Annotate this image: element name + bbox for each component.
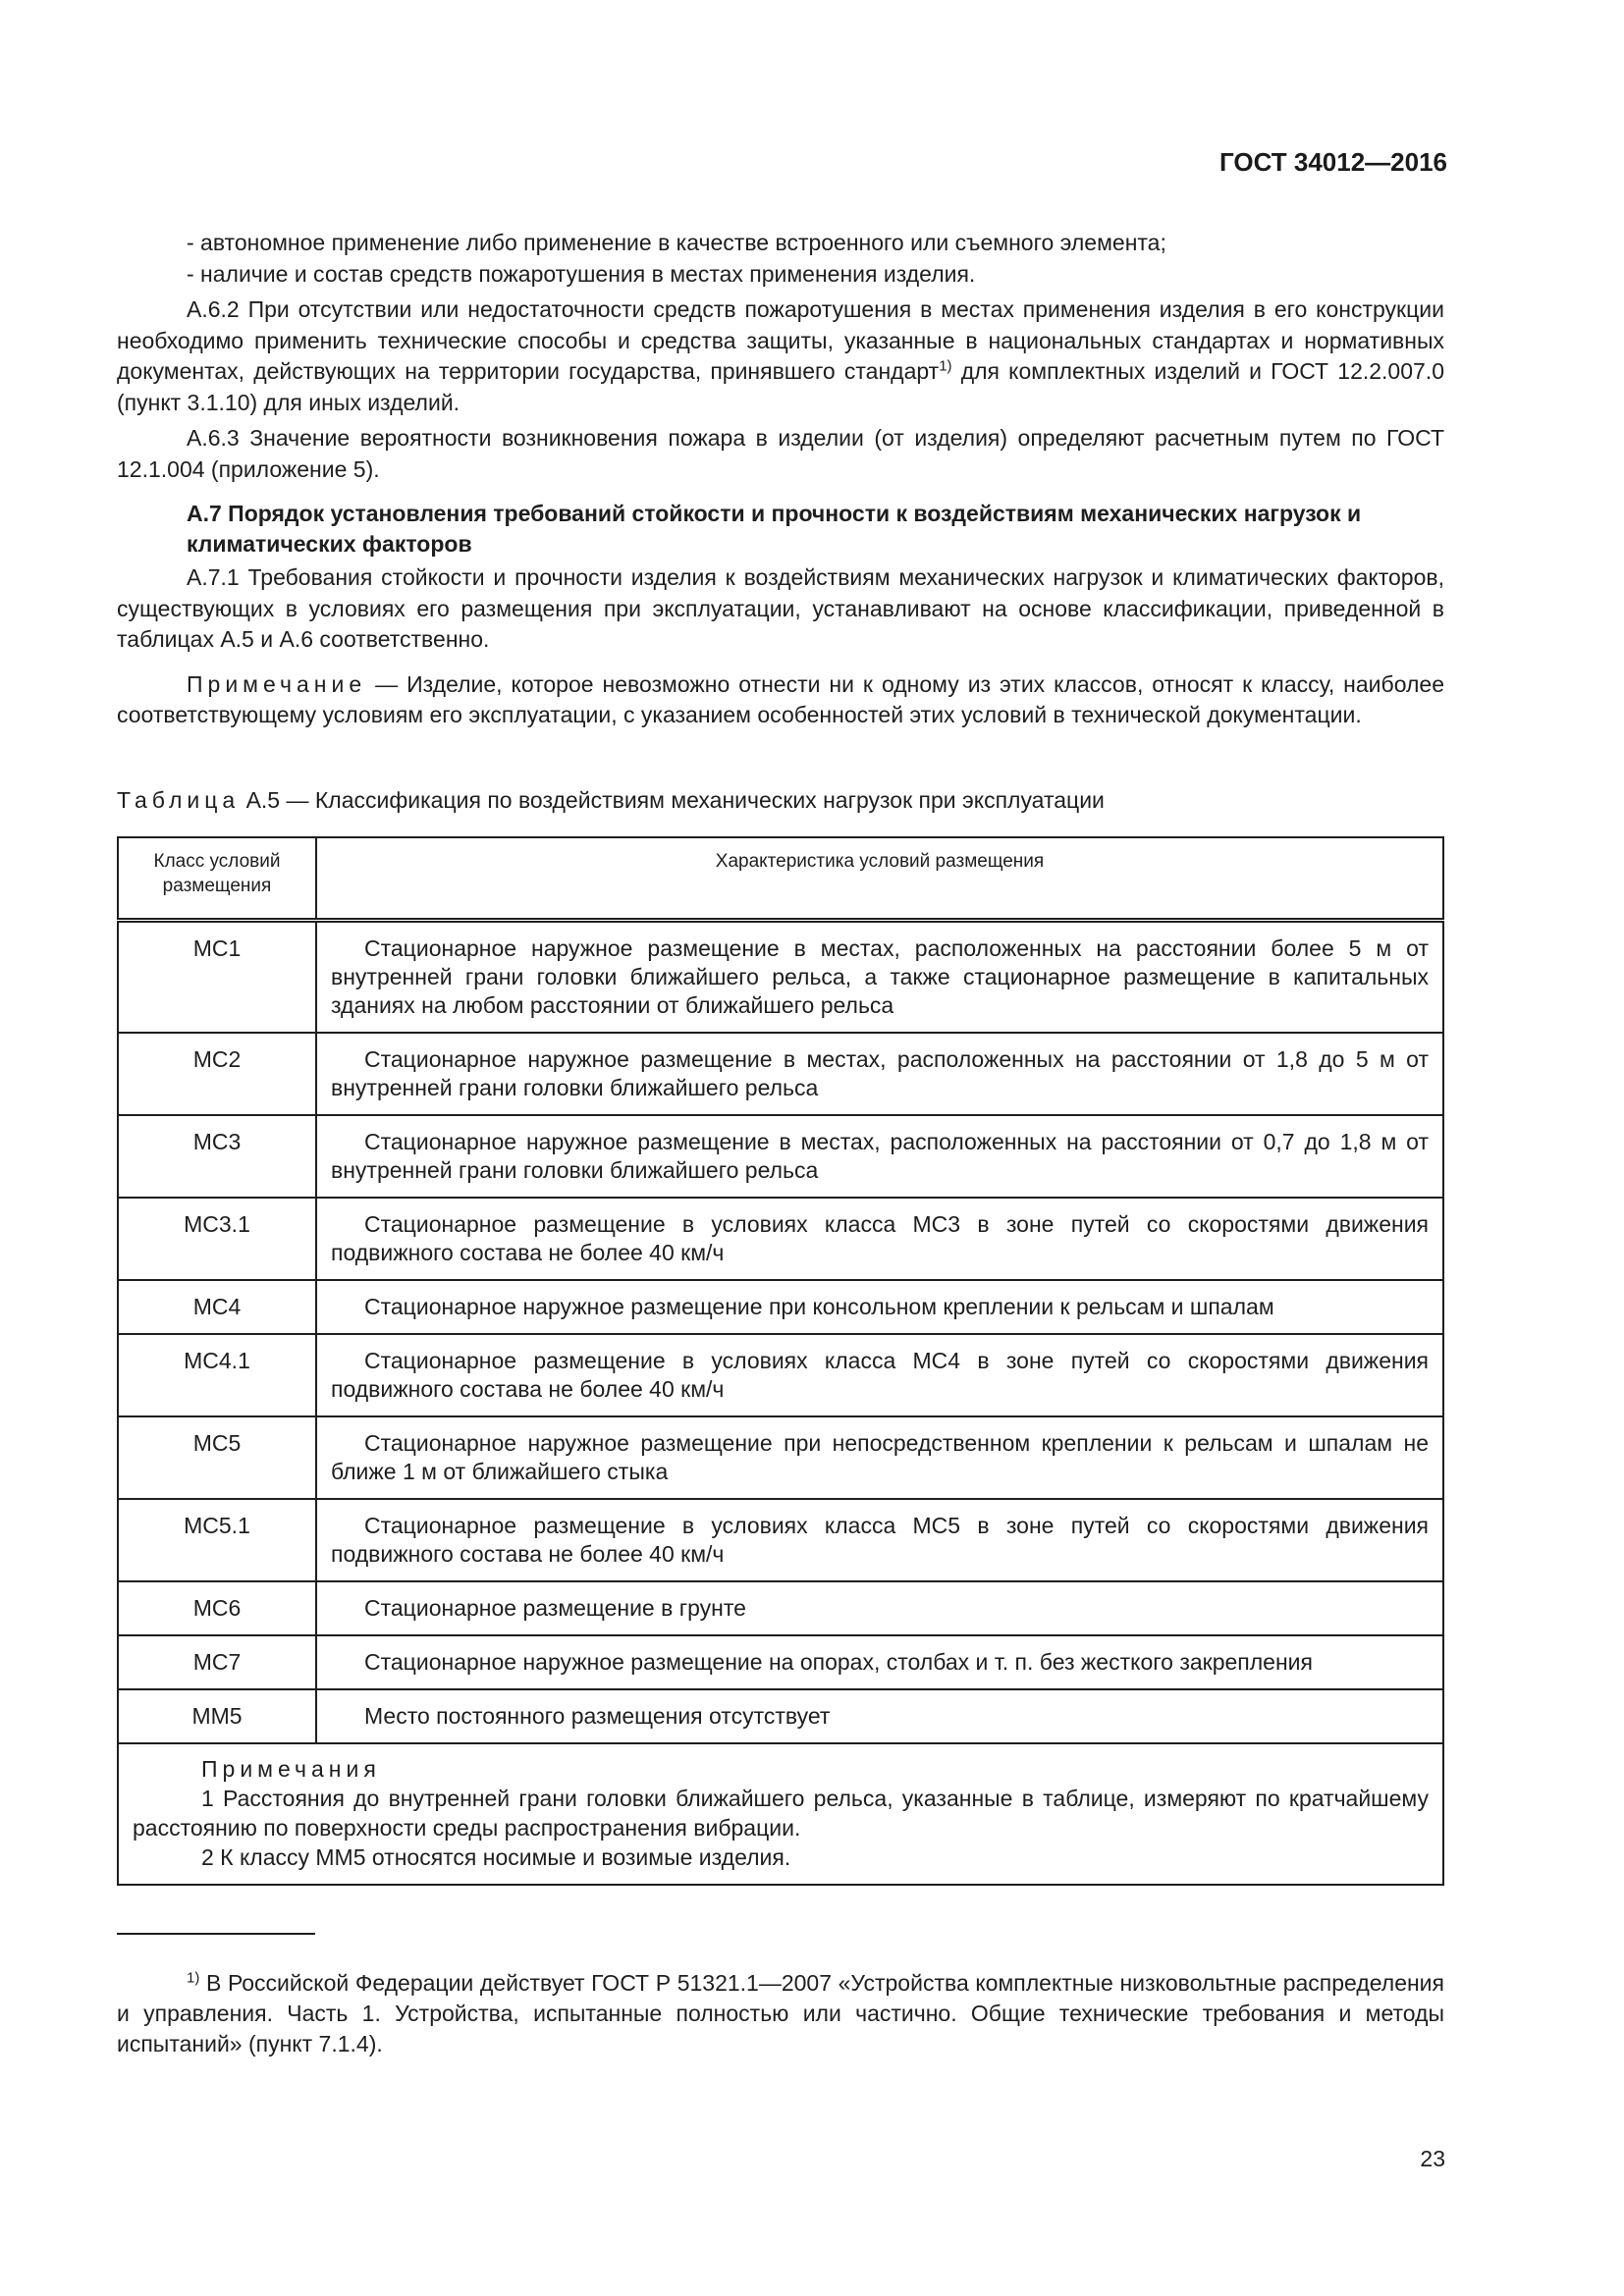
table-row [118,1033,1443,1115]
table-row [118,1198,1443,1280]
footnote-separator [117,1933,315,1935]
table-row [118,1280,1443,1334]
description-cell: Стационарное размещение в условиях класса МС3 в зоне путей со скоростями движения подвижного состава не более 40 км/ч [316,1198,1443,1280]
class-cell: МС7 [118,1635,316,1689]
description-cell: Стационарное наружное размещение при консольном креплении к рельсам и шпалам [316,1280,1443,1334]
footnote [117,1968,1444,2059]
table-row [118,921,1443,1034]
description-cell: Стационарное наружное размещение при непосредственном креплении к рельсам и шпалам не ближе 1 м от ближайшего стыка [316,1416,1443,1499]
clause-a-6-2-tail: для комплектных изделий и ГОСТ 12.2.007.0 (пункт 3.1.10) для иных изделий. [117,358,1444,415]
class-cell: МС6 [118,1581,316,1635]
table-row [118,1115,1443,1198]
class-cell: МС5 [118,1416,316,1499]
table-note-1: 1 Расстояния до внутренней грани головки ближайшего рельса, указанные в таблице, измеряют по кратчайшему расстоянию по поверхности среды распространения вибрации. [133,1786,1429,1841]
bullet-autonomous-use: - автономное применение либо применение в качестве встроенного или съемного элемента; [187,230,1166,255]
class-cell: МС3.1 [118,1198,316,1280]
clause-a-7-1: А.7.1 Требования стойкости и прочности изделия к воздействиям механических нагрузок и климатических факторов, существующих в условиях его размещения при эксплуатации, устанавливают на основе классификации, приведенной в таблицах А.5 и А.6 соответственно. [117,564,1444,652]
table-row [118,1689,1443,1743]
table-caption [117,785,1105,815]
class-cell: МС2 [118,1033,316,1115]
table-row [118,1581,1443,1635]
class-cell: МС5.1 [118,1499,316,1581]
class-cell: МС1 [118,921,316,1034]
page-number: 23 [1420,2146,1445,2171]
footnote-text: В Российской Федерации действует ГОСТ Р 51321.1—2007 «Устройства комплектные низковольтные распределения и управления. Часть 1. Устройства, испытанные полностью или частично. Общие технические требования и методы испытаний» (пункт 7.1.4). [117,1970,1444,2056]
table-caption-text: А.5 — Классификация по воздействиям механических нагрузок при эксплуатации [240,787,1105,813]
table-row [118,1334,1443,1416]
classification-table [117,836,1444,1886]
class-cell: МС4.1 [118,1334,316,1416]
table-header-row [118,837,1443,921]
body-text [117,228,1444,731]
table-notes-row [118,1743,1443,1885]
clause-a-6-3: А.6.3 Значение вероятности возникновения пожара в изделии (от изделия) определяют расчетным путем по ГОСТ 12.1.004 (приложение 5). [117,425,1444,482]
table-row [118,1499,1443,1581]
description-cell: Место постоянного размещения отсутствует [316,1689,1443,1743]
table-row [118,1416,1443,1499]
description-cell: Стационарное размещение в условиях класса МС4 в зоне путей со скоростями движения подвижного состава не более 40 км/ч [316,1334,1443,1416]
table-note-2: 2 К классу ММ5 относятся носимые и возимые изделия. [201,1844,791,1870]
clause-a-6-2 [117,294,1444,418]
table-notes-label: Примечания [201,1756,381,1782]
table-row [118,1635,1443,1689]
note-label: Примечание [187,670,367,697]
class-cell: ММ5 [118,1689,316,1743]
footnote-reference: 1) [939,357,952,375]
description-cell: Стационарное размещение в грунте [316,1581,1443,1635]
table-caption-label: Таблица [117,787,241,813]
column-header-characteristic: Характеристика условий размещения [316,837,1443,921]
description-cell: Стационарное наружное размещение в местах, расположенных на расстоянии от 0,7 до 1,8 м от внутренней грани головки ближайшего рельса [316,1115,1443,1198]
column-header-class: Класс условий размещения [118,837,316,921]
section-heading-a-7: А.7 Порядок установления требований стойкости и прочности к воздействиям механических нагрузок и климатических факторов [187,501,1362,557]
clause-a-6-2-text: А.6.2 При отсутствии или недостаточности средств пожаротушения в местах применения изделия в его конструкции необходимо применить технические способы и средства защиты, указанные в национальных стандартах и нормативных документах, действующих на территории государства, принявшего стандарт [117,296,1444,384]
bullet-fire-extinguishing: - наличие и состав средств пожаротушения в местах применения изделия. [187,260,976,287]
description-cell: Стационарное наружное размещение на опорах, столбах и т. п. без жесткого закрепления [316,1635,1443,1689]
note-text: — Изделие, которое невозможно отнести ни к одному из этих классов, относят к классу, наиболее соответствующему условиям его эксплуатации, с указанием особенностей этих условий в технической документации. [117,670,1444,727]
class-cell: МС4 [118,1280,316,1334]
footnote-marker: 1) [187,1969,200,1987]
description-cell: Стационарное наружное размещение в местах, расположенных на расстоянии более 5 м от внутренней грани головки ближайшего рельса, а также стационарное размещение в капитальных зданиях на любом расстоянии от ближайшего рельса [316,921,1443,1034]
document-code: ГОСТ 34012—2016 [1219,147,1447,177]
class-cell: МС3 [118,1115,316,1198]
table-notes-cell [118,1743,1443,1885]
description-cell: Стационарное наружное размещение в местах, расположенных на расстоянии от 1,8 до 5 м от внутренней грани головки ближайшего рельса [316,1033,1443,1115]
description-cell: Стационарное размещение в условиях класса МС5 в зоне путей со скоростями движения подвижного состава не более 40 км/ч [316,1499,1443,1581]
note-paragraph [117,669,1444,731]
